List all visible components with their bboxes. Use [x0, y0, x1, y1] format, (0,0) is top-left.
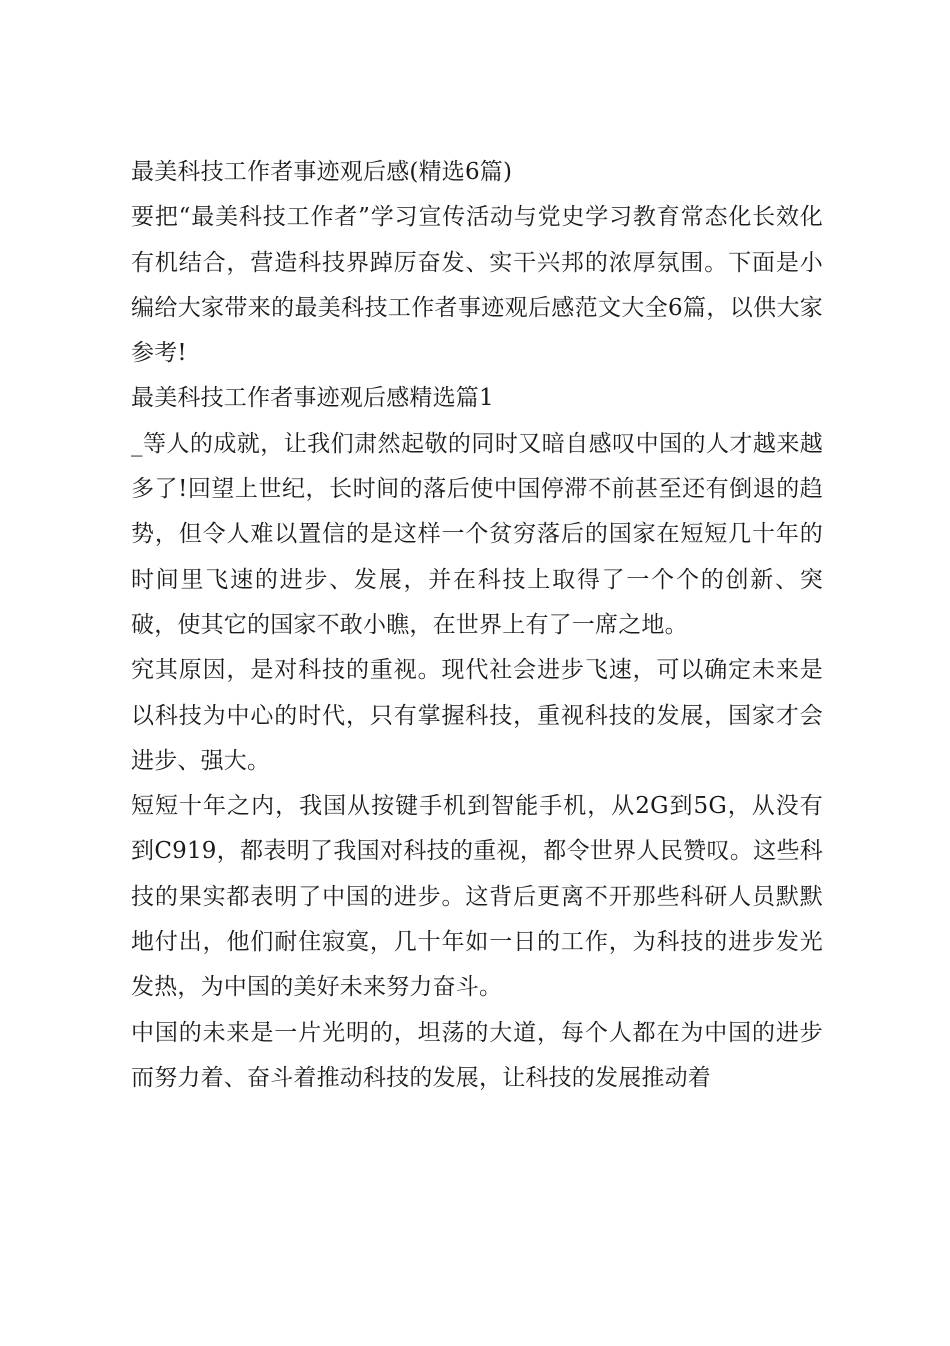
intro-paragraph: 要把“最美科技工作者”学习宣传活动与党史学习教育常态化长效化有机结合，营造科技界踔厉奋发、实干兴邦的浓厚氛围。下面是小编给大家带来的最美科技工作者事迹观后感范文大全6篇，以供大家参考!	[131, 204, 823, 367]
body-paragraph-1: _等人的成就，让我们肃然起敬的同时又暗自感叹中国的人才越来越多了!回望上世纪，长时间的落后使中国停滞不前甚至还有倒退的趋势，但令人难以置信的是这样一个贫穷落后的国家在短短几十年的时间里飞速的进步、发展，并在科技上取得了一个个的创新、突破，使其它的国家不敢小瞧，在世界上有了一席之地。	[131, 430, 823, 638]
document-title: 最美科技工作者事迹观后感(精选6篇)	[131, 159, 513, 185]
document-body	[131, 150, 823, 1101]
body-paragraph-4: 中国的未来是一片光明的，坦荡的大道，每个人都在为中国的进步而努力着、奋斗着推动科技的发展，让科技的发展推动着	[131, 1019, 823, 1091]
section-heading: 最美科技工作者事迹观后感精选篇1	[131, 385, 494, 412]
body-paragraph-3: 短短十年之内，我国从按键手机到智能手机，从2G到5G，从没有到C919，都表明了我国对科技的重视，都令世界人民赞叹。这些科技的果实都表明了中国的进步。这背后更离不开那些科研人员默默地付出，他们耐住寂寞，几十年如一日的工作，为科技的进步发光发热，为中国的美好未来努力奋斗。	[131, 793, 823, 1001]
body-paragraph-2: 究其原因，是对科技的重视。现代社会进步飞速，可以确定未来是以科技为中心的时代，只有掌握科技，重视科技的发展，国家才会进步、强大。	[131, 657, 823, 774]
